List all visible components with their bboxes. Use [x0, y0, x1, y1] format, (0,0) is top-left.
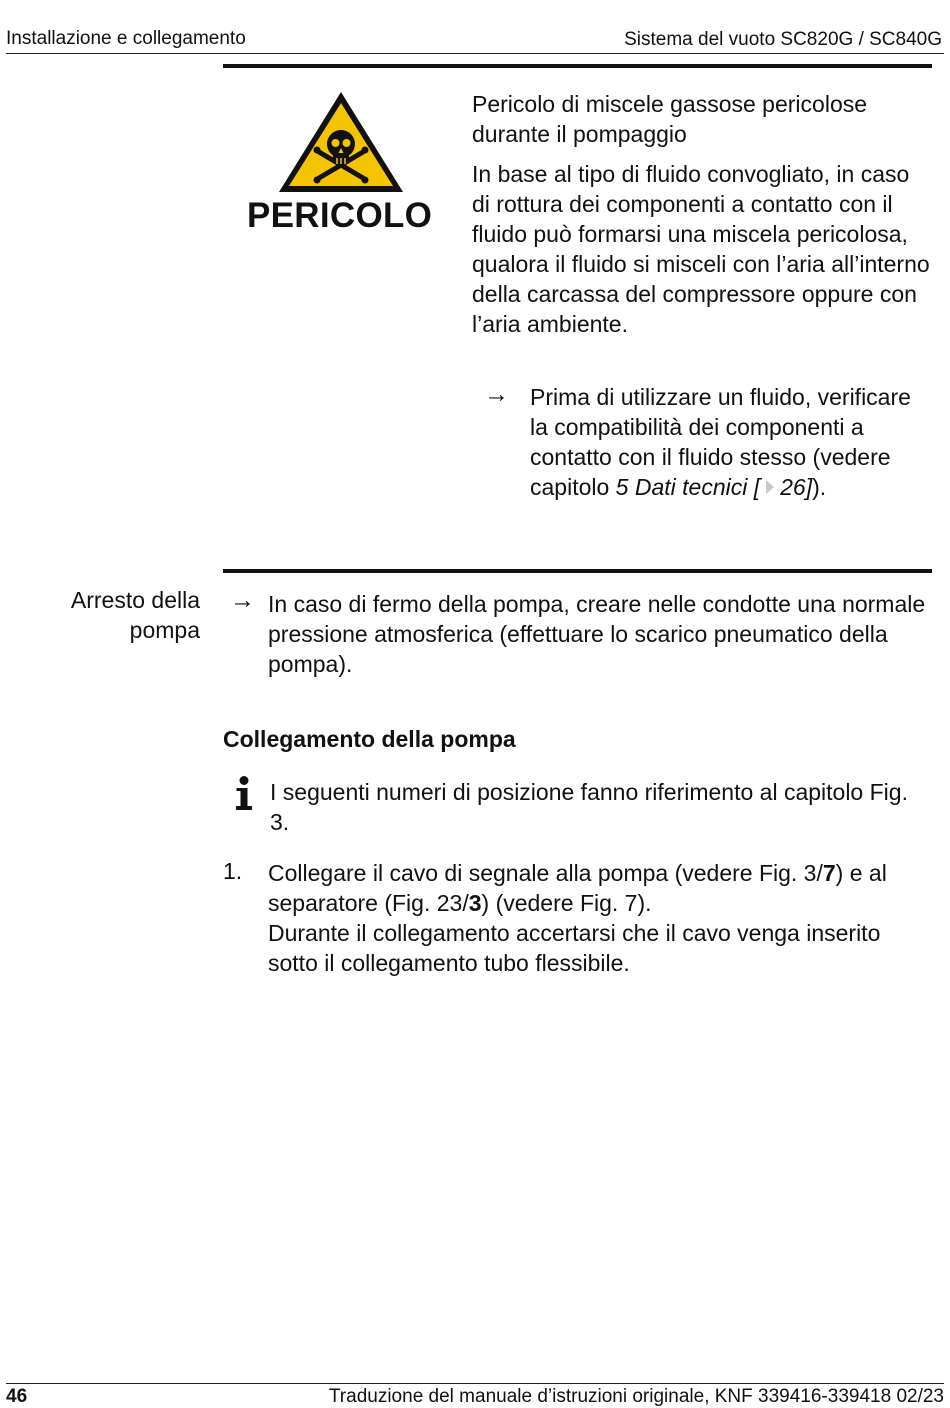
section-heading: Collegamento della pompa	[223, 726, 516, 752]
header-product: Sistema del vuoto SC820G / SC840G	[624, 29, 942, 50]
chapter-link[interactable]: 5 Dati tecnici	[615, 474, 748, 500]
step-text-part: ) (vedere Fig. 7).	[481, 890, 652, 916]
step-text-part: ) e al separatore (Fig. 23/	[268, 860, 887, 916]
page-link-arrow-icon[interactable]	[766, 480, 774, 494]
arresto-instruction: In caso di fermo della pompa, creare nelle condotte una normale pressione atmosferica (effettuare lo scarico pneumatico della pompa).	[268, 591, 926, 677]
page-number: 46	[6, 1386, 28, 1407]
footer-document-info: Traduzione del manuale d’istruzioni originale, KNF 339416-339418 02/23	[328, 1386, 944, 1407]
footer-divider	[6, 1383, 944, 1384]
danger-top-rule	[223, 64, 932, 68]
skull-warning-triangle-icon	[277, 90, 405, 194]
step-position-number: 7	[822, 860, 836, 886]
danger-action	[530, 382, 930, 502]
page-reference[interactable]: 26]	[780, 474, 813, 500]
header-divider	[6, 53, 944, 54]
step-note: Durante il collegamento accertarsi che il cavo venga inserito sotto il collegamento tubo flessibile.	[268, 920, 881, 976]
info-icon	[234, 776, 254, 812]
action-arrow-icon: →	[230, 586, 255, 614]
danger-description: In base al tipo di fluido convogliato, in caso di rottura dei componenti a contatto con il fluido può formarsi una miscela pericolosa, qualora il fluido si misceli con l’aria all’interno della carcassa del compressore oppure con l’aria ambiente.	[472, 161, 930, 337]
danger-title: Pericolo di miscele gassose pericolose durante il pompaggio	[472, 91, 868, 147]
danger-signal-word: PERICOLO	[247, 196, 433, 235]
action-end: ).	[812, 474, 827, 500]
header-chapter: Installazione e collegamento	[6, 28, 246, 49]
action-arrow-icon: →	[484, 380, 509, 408]
danger-action-text: Prima di utilizzare un fluido, verificare la compatibilità dei componenti a contatto con il fluido stesso (vedere capitolo	[530, 384, 911, 500]
margin-label-arresto: Arresto della pompa	[70, 587, 200, 643]
step-position-number: 3	[468, 890, 482, 916]
bracket-open: [	[753, 474, 761, 500]
info-note: I seguenti numeri di posizione fanno riferimento al capitolo Fig. 3.	[270, 779, 908, 835]
step-instruction	[268, 858, 928, 978]
step-number: 1.	[223, 858, 243, 884]
step-text-part: Collegare il cavo di segnale alla pompa (vedere Fig. 3/	[268, 860, 823, 886]
danger-bottom-rule	[223, 569, 932, 573]
